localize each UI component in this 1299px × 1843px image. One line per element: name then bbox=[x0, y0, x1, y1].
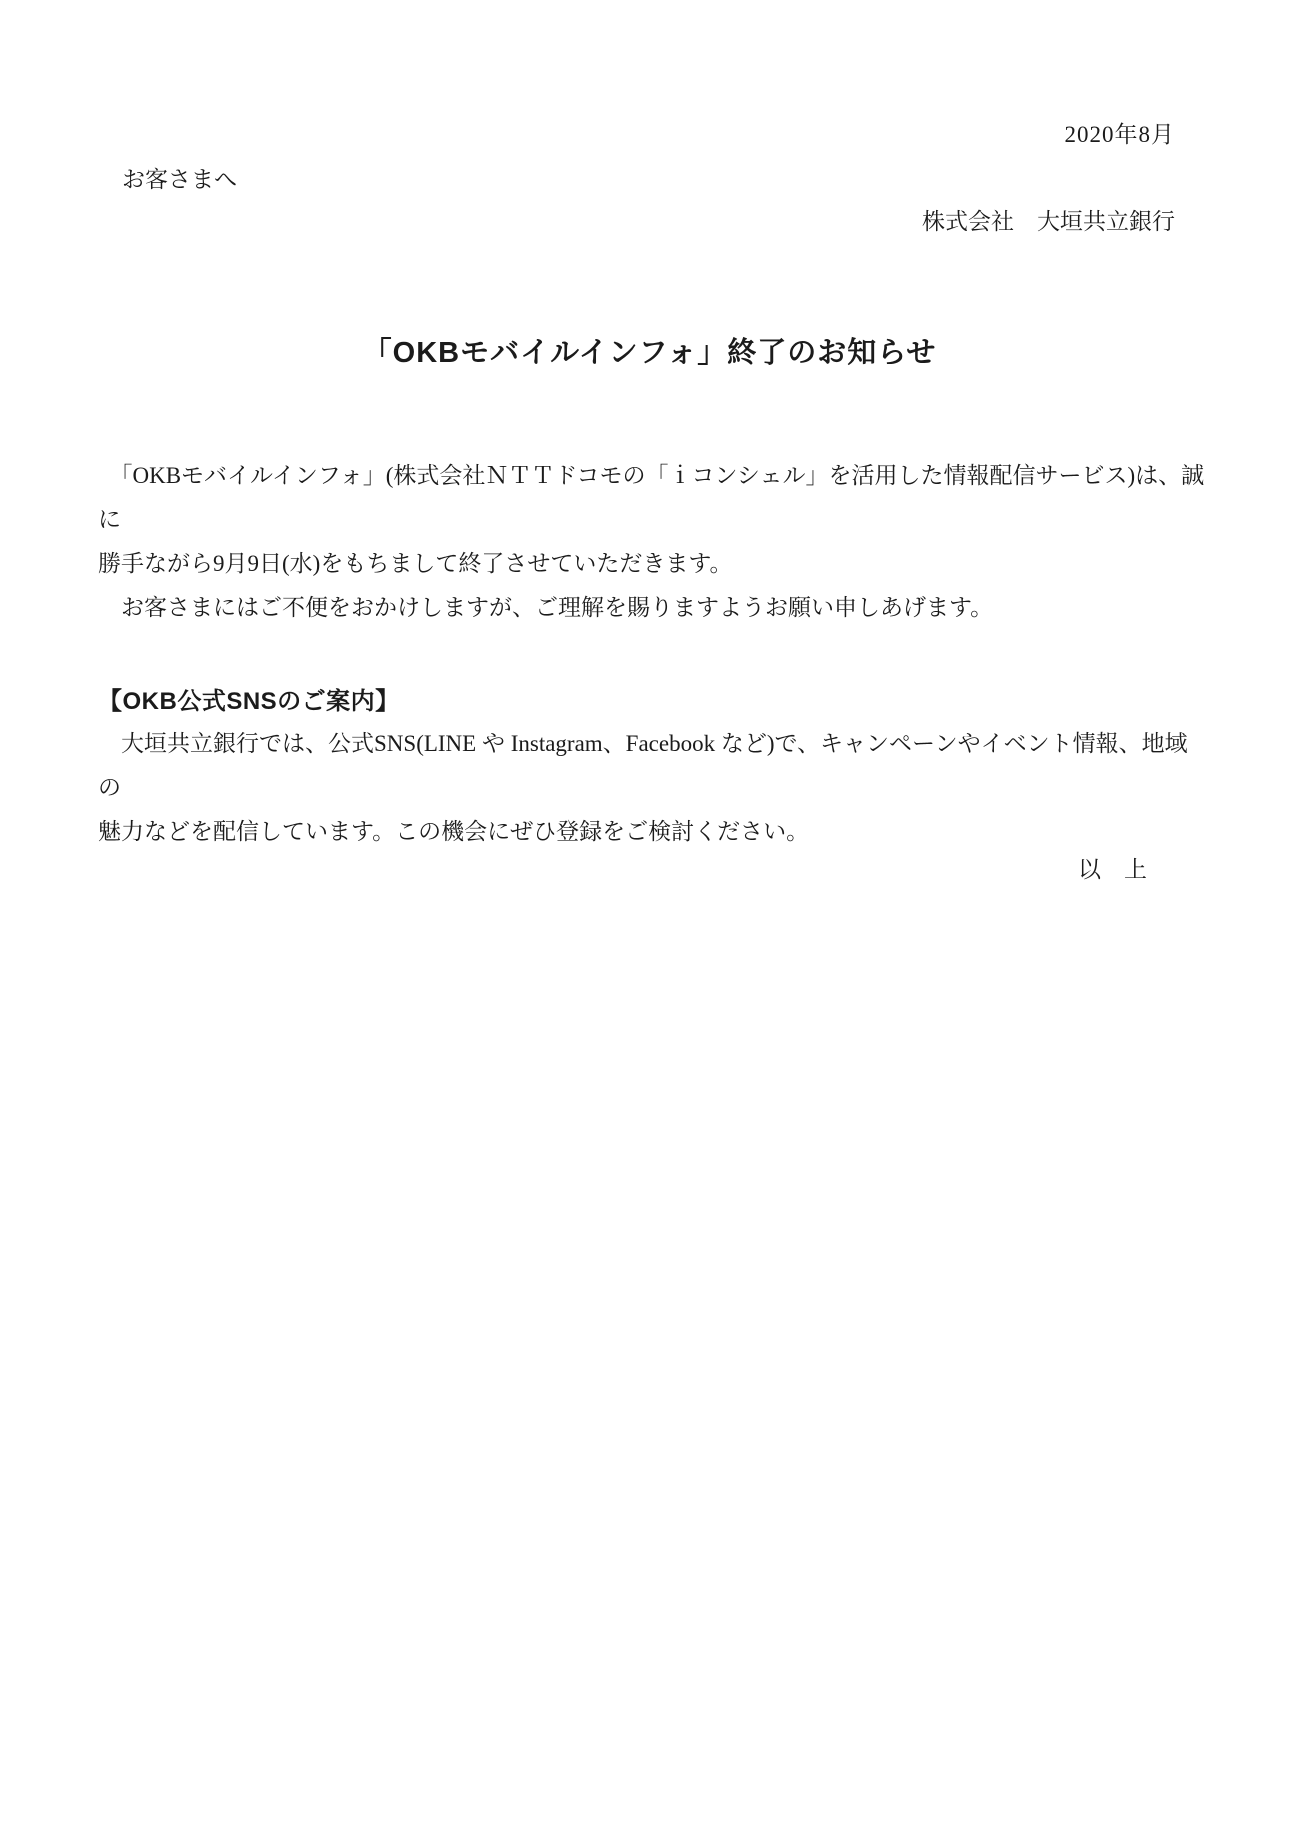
announcement-line-3: お客さまにはご不便をおかけしますが、ご理解を賜りますようお願い申しあげます。 bbox=[98, 595, 994, 620]
announcement-line-2: 勝手ながら9月9日(水)をもちまして終了させていただきます。 bbox=[98, 551, 733, 576]
closing-mark: 以 上 bbox=[1078, 857, 1147, 882]
document-title: 「OKBモバイルインフォ」終了のお知らせ bbox=[362, 337, 937, 369]
sns-section-heading: 【OKB公式SNSのご案内】 bbox=[98, 688, 400, 715]
announcement-line-1: 「OKBモバイルインフォ」(株式会社ＮＴＴドコモの「ｉコンシェル」を活用した情報配信サービス)は、誠に bbox=[98, 463, 1205, 532]
sender-company-line: 株式会社 大垣共立銀行 bbox=[922, 209, 1175, 234]
document-date: 2020年8月 bbox=[1064, 122, 1175, 147]
recipient-line: お客さまへ bbox=[122, 167, 237, 192]
sns-paragraph bbox=[98, 722, 1208, 854]
announcement-paragraph bbox=[98, 454, 1208, 630]
sns-line-2: 魅力などを配信しています。この機会にぜひ登録をご検討ください。 bbox=[98, 819, 810, 844]
sns-line-1: 大垣共立銀行では、公式SNS(LINE や Instagram、Facebook など)で、キャンペーンやイベント情報、地域の bbox=[98, 731, 1188, 800]
